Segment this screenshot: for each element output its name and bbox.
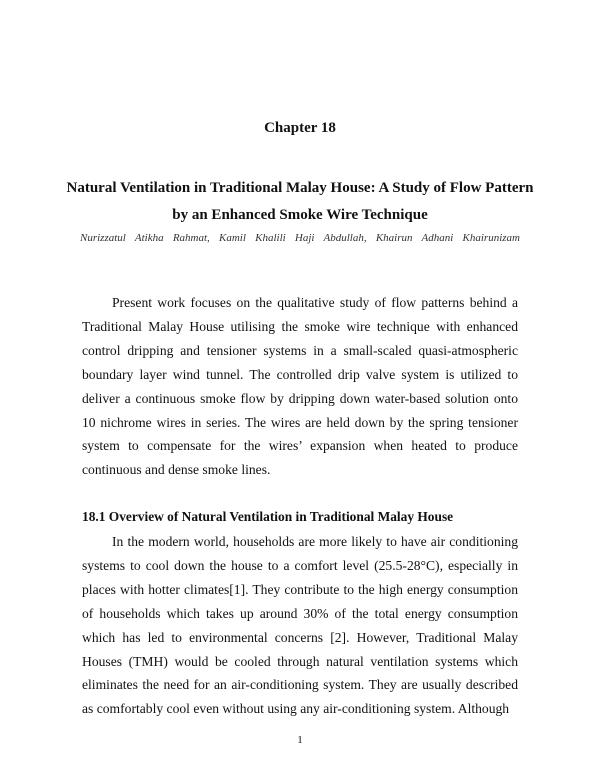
chapter-label: Chapter 18 bbox=[264, 120, 336, 136]
section-heading: 18.1 Overview of Natural Ventilation in Traditional Malay House bbox=[82, 509, 454, 524]
body-paragraph: In the modern world, households are more likely to have air conditioning systems to cool down the house to a comfort level (25.5-28°C), especially in places with hotter climates[1]. They contribute to the high energy consumption of households which takes up around 30% of the total energy consumption which has led to environmental concerns [2]. However, Traditional Malay Houses (TMH) would be cooled through natural ventilation systems which eliminates the need for an air-conditioning system. They are usually described as comfortably cool even without using any air-conditioning system. Although bbox=[82, 534, 518, 717]
abstract-paragraph: Present work focuses on the qualitative study of flow patterns behind a Traditional Malay House utilising the smoke wire technique with enhanced control dripping and tensioner systems in a small-scaled quasi-atmospheric boundary layer wind tunnel. The controlled drip valve system is utilized to deliver a continuous smoke flow by dripping down water-based solution onto 10 nichrome wires in series. The wires are held down by the spring tensioner system to compensate for the wires’ expansion when heated to produce continuous and dense smoke lines. bbox=[82, 295, 518, 478]
chapter-title: Natural Ventilation in Traditional Malay House: A Study of Flow Pattern by an Enhanced Smoke Wire Technique bbox=[66, 180, 534, 223]
author-list: Nurizzatul Atikha Rahmat, Kamil Khalili Haji Abdullah, Khairun Adhani Khairunizam bbox=[80, 232, 520, 244]
page-number: 1 bbox=[297, 734, 303, 746]
